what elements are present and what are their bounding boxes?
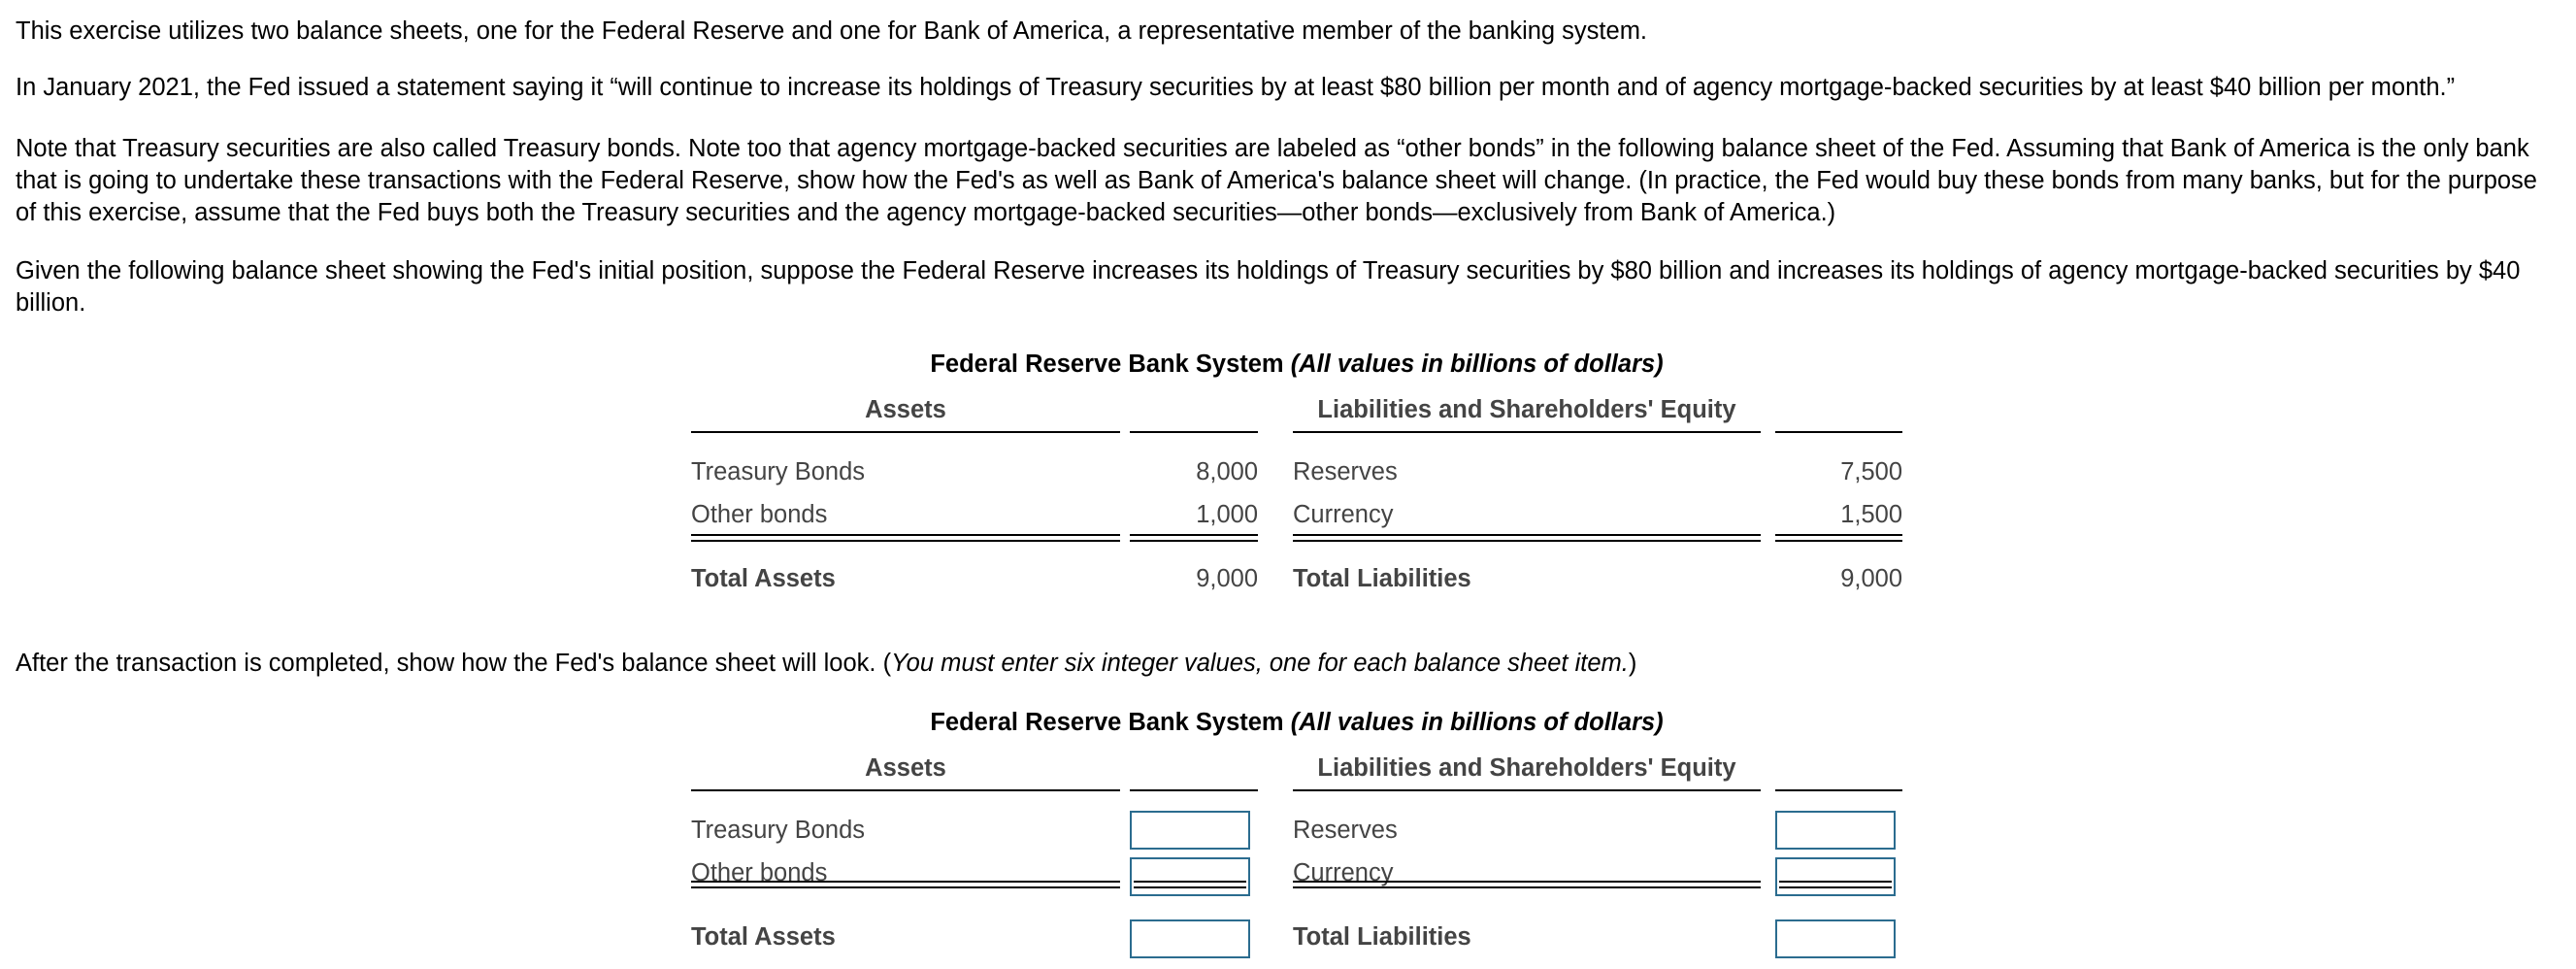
title-note: (All values in billions of dollars) <box>1290 709 1664 736</box>
total-double-rule <box>691 534 1120 542</box>
treasury-bonds-label: Treasury Bonds <box>691 458 866 485</box>
total-assets-value: 9,000 <box>1196 565 1258 592</box>
reserves-input[interactable] <box>1775 811 1896 850</box>
title-main: Federal Reserve Bank System <box>930 351 1284 378</box>
given-paragraph: Given the following balance sheet showing the Fed's initial position, suppose the Federal Reserve increases its holdings of Treasury securities by $80 billion and increases its holdings of agency mortgage-backed securities by $40 billion. <box>16 257 2521 317</box>
total-double-rule <box>691 881 1120 888</box>
other-bonds-value: 1,000 <box>1196 501 1258 528</box>
instructions-paragraph: Note that Treasury securities are also called Treasury bonds. Note too that agency mortgage-backed securities are labeled as “other bonds” in the following balance sheet of the Fed. Assuming that Bank of America is the only bank that is going to undertake these transactions with the Federal Reserve, show how the Fed's as well as Bank of America's balance sheet will change. (In practice, the Fed would buy these bonds from many banks, but for the purpose of this exercise, assume that the Fed buys both the Treasury securities and the agency mortgage-backed securities—other bonds—exclusively from Bank of America.) <box>16 135 2537 226</box>
liabilities-header: Liabilities and Shareholders' Equity <box>1317 396 1736 423</box>
fed-statement-paragraph: In January 2021, the Fed issued a statement saying it “will continue to increase its holdings of Treasury securities by at least $80 billion per month and of agency mortgage-backed securities by at least $40 billion per month.” <box>16 74 2456 101</box>
header-rule <box>691 431 1120 433</box>
after-transaction-paragraph <box>16 648 2559 680</box>
title-note: (All values in billions of dollars) <box>1290 351 1664 378</box>
header-rule <box>1293 789 1761 791</box>
other-bonds-label: Other bonds <box>691 501 828 528</box>
intro-paragraph: This exercise utilizes two balance sheets, one for the Federal Reserve and one for Bank of America, a representative member of the banking system. <box>16 17 1648 45</box>
treasury-bonds-value: 8,000 <box>1196 458 1258 485</box>
header-rule <box>691 789 1120 791</box>
header-rule <box>1293 431 1761 433</box>
header-rule <box>1130 789 1258 791</box>
after-end-text: ) <box>1628 650 1637 677</box>
header-rule <box>1130 431 1258 433</box>
total-assets-label: Total Assets <box>691 923 836 951</box>
total-double-rule <box>1779 881 1892 888</box>
total-liabilities-value: 9,000 <box>1840 565 1902 592</box>
reserves-label: Reserves <box>1293 817 1398 844</box>
reserves-label: Reserves <box>1293 458 1398 485</box>
other-bonds-label: Other bonds <box>691 859 828 886</box>
treasury-bonds-input[interactable] <box>1130 811 1250 850</box>
other-bonds-input[interactable] <box>1130 857 1250 896</box>
total-liabilities-label: Total Liabilities <box>1293 923 1471 951</box>
total-double-rule <box>1293 881 1761 888</box>
total-double-rule <box>1134 881 1246 888</box>
assets-header: Assets <box>865 396 946 423</box>
reserves-value: 7,500 <box>1840 458 1902 485</box>
currency-label: Currency <box>1293 501 1394 528</box>
liabilities-header: Liabilities and Shareholders' Equity <box>1317 754 1736 782</box>
currency-label: Currency <box>1293 859 1394 886</box>
title-main: Federal Reserve Bank System <box>930 709 1284 736</box>
treasury-bonds-label: Treasury Bonds <box>691 817 866 844</box>
total-double-rule <box>1775 534 1902 542</box>
total-liabilities-input[interactable] <box>1775 919 1896 958</box>
currency-input[interactable] <box>1775 857 1896 896</box>
after-main-text: After the transaction is completed, show how the Fed's balance sheet will look. ( <box>16 650 892 677</box>
balance-sheet-title <box>691 706 1902 739</box>
header-rule <box>1775 431 1902 433</box>
total-double-rule <box>1130 534 1258 542</box>
total-assets-label: Total Assets <box>691 565 836 592</box>
total-double-rule <box>1293 534 1761 542</box>
balance-sheet-title <box>691 348 1902 381</box>
assets-header: Assets <box>865 754 946 782</box>
total-liabilities-label: Total Liabilities <box>1293 565 1471 592</box>
currency-value: 1,500 <box>1840 501 1902 528</box>
header-rule <box>1775 789 1902 791</box>
total-assets-input[interactable] <box>1130 919 1250 958</box>
after-italic-text: You must enter six integer values, one for each balance sheet item. <box>891 650 1629 677</box>
